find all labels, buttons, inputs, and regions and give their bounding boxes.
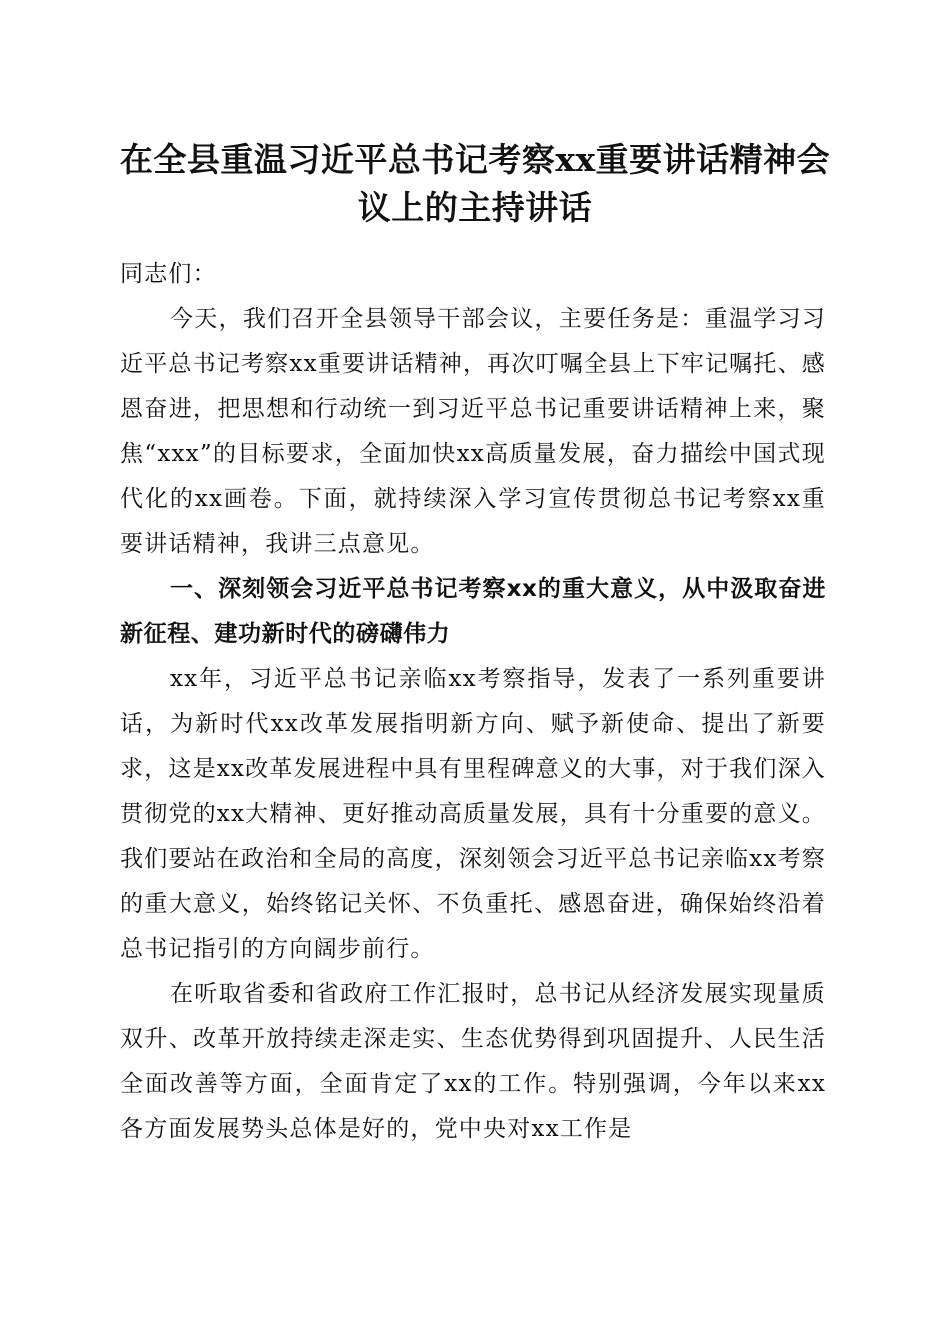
document-title: 在全县重温习近平总书记考察xx重要讲话精神会议上的主持讲话 xyxy=(119,140,831,227)
document-body xyxy=(120,252,826,1152)
section-1-paragraph-1: xx年，习近平总书记亲临xx考察指导，发表了一系列重要讲话，为新时代xx改革发展指明新方向、赋予新使命、提出了新要求，这是xx改革发展进程中具有里程碑意义的大事，对于我们深入贯彻党的xx大精神、更好推动高质量发展，具有十分重要的意义。我们要站在政治和全局的高度，深刻领会习近平总书记亲临xx考察的重大意义，始终铭记关怀、不负重托、感恩奋进，确保始终沿着总书记指引的方向阔步前行。 xyxy=(120,666,826,962)
section-heading-1: 一、深刻领会习近平总书记考察xx的重大意义，从中汲取奋进新征程、建功新时代的磅礴伟力 xyxy=(120,576,826,647)
greeting: 同志们： xyxy=(120,261,217,287)
section-1-paragraph-2: 在听取省委和省政府工作汇报时，总书记从经济发展实现量质双升、改革开放持续走深走实、生态优势得到巩固提升、人民生活全面改善等方面，全面肯定了xx的工作。特别强调，今年以来xx各方面发展势头总体是好的，党中央对xx工作是 xyxy=(120,981,826,1142)
intro-paragraph: 今天，我们召开全县领导干部会议，主要任务是：重温学习习近平总书记考察xx重要讲话精神，再次叮嘱全县上下牢记嘱托、感恩奋进，把思想和行动统一到习近平总书记重要讲话精神上来，聚焦“xxx”的目标要求，全面加快xx高质量发展，奋力描绘中国式现代化的xx画卷。下面，就持续深入学习宣传贯彻总书记考察xx重要讲话精神，我讲三点意见。 xyxy=(120,306,826,557)
